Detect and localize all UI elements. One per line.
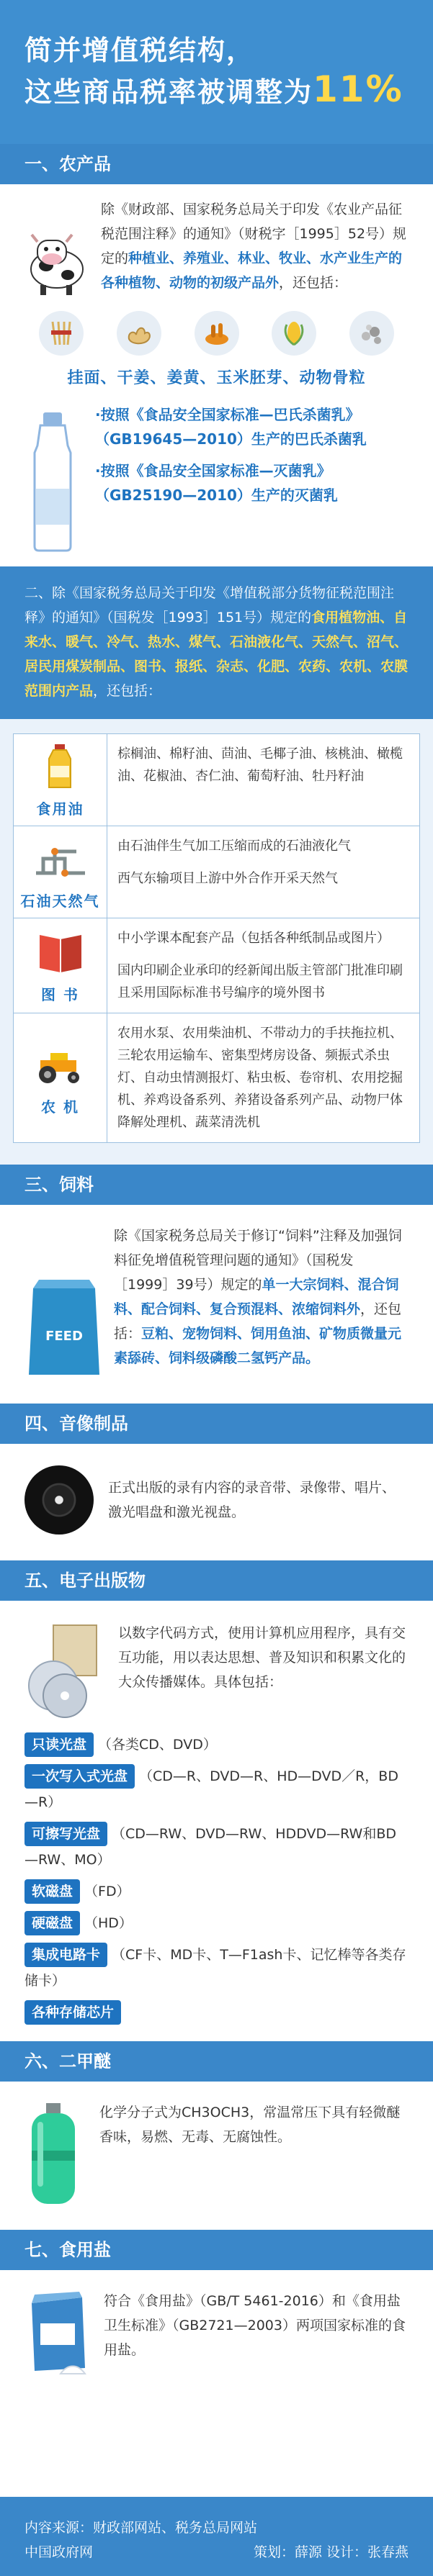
section-4-title: 四、音像制品 xyxy=(0,1404,433,1444)
media-tag: 一次写入式光盘 xyxy=(24,1764,135,1789)
section-2-title xyxy=(0,566,433,719)
page-header xyxy=(0,0,433,144)
category-label: 图 书 xyxy=(41,986,79,1003)
footer-site: 中国政府网 xyxy=(24,2544,94,2560)
section-1-title: 一、农产品 xyxy=(0,144,433,184)
section-3-text xyxy=(114,1224,409,1382)
vinyl-record-icon xyxy=(24,1465,94,1535)
section-1-intro xyxy=(24,197,409,298)
s1-intro-a: 除《财政部、国家税务总局关于印发《农业产品征税范围注释》的通知》（财税字［1995］52号）规定的 xyxy=(101,202,407,266)
headline-line-2 xyxy=(24,69,409,112)
media-tag: 软磁盘 xyxy=(24,1879,80,1904)
milk-bottle-icon xyxy=(24,410,81,553)
sterilized-milk-item: ·按照《食品安全国家标准—灭菌乳》（GB25190—2010）生产的灭菌乳 xyxy=(95,462,338,504)
section-3-body xyxy=(0,1205,433,1404)
section-6-body xyxy=(0,2082,433,2230)
salt-package-icon xyxy=(24,2289,89,2375)
footer-credits: 策划：薛源 设计：张春燕 xyxy=(253,2544,409,2560)
media-desc: （HD） xyxy=(84,1915,133,1931)
s3-text-a: 除《国家税务总局关于修订“饲料”注释及加强饲料征免增值税管理问题的通知》（国税发［1999］39号）规定的 xyxy=(114,1228,402,1293)
category-row-farm-machinery xyxy=(13,1013,420,1143)
media-tag: 各种存储芯片 xyxy=(24,2000,121,2025)
headline-percent: 11% xyxy=(313,68,403,110)
s2-title-a: 二、除《国家税务总局关于印发《增值税部分货物征税范围注释》的通知》（国税发［1993］151号）规定的 xyxy=(24,585,395,625)
feed-bag-icon xyxy=(24,1274,104,1382)
cd-box-icon xyxy=(24,1621,104,1722)
page-footer xyxy=(0,2497,433,2576)
section-6-title: 六、二甲醚 xyxy=(0,2041,433,2082)
product-icons xyxy=(24,311,409,356)
category-detail: 中小学课本配套产品（包括各种纸制品或图片） xyxy=(117,931,390,946)
noodle-icon xyxy=(39,311,84,356)
media-item xyxy=(0,1879,433,1904)
media-desc: （各类CD、DVD） xyxy=(98,1737,217,1753)
turmeric-icon xyxy=(195,311,239,356)
category-detail: 国内印刷企业承印的经新闻出版主管部门批准印刷且采用国际标准书号编序的境外图书 xyxy=(117,963,403,1000)
section-5-intro: 以数字代码方式，使用计算机应用程序，具有交互功能，用以表达思想、普及知识和积累文化的大众传播媒体。具体包括： xyxy=(118,1625,406,1690)
section-3-title: 三、饲料 xyxy=(0,1165,433,1205)
section-5-title: 五、电子出版物 xyxy=(0,1560,433,1601)
media-tag: 集成电路卡 xyxy=(24,1943,107,1967)
section-4-text: 正式出版的录有内容的录音带、录像带、唱片、激光唱盘和激光视盘。 xyxy=(108,1480,396,1520)
media-item xyxy=(0,1910,433,1936)
section-5-body xyxy=(0,1601,433,2025)
oil-bottle-icon xyxy=(32,741,89,792)
media-item xyxy=(0,1821,433,1873)
media-item xyxy=(0,1763,433,1815)
s1-intro-highlight: 种植业、养殖业、林业、牧业、水产业生产的各种植物、动物的初级产品外 xyxy=(101,250,403,291)
section-7-body xyxy=(0,2270,433,2397)
gas-cylinder-icon xyxy=(24,2100,82,2208)
bone-granule-icon xyxy=(349,311,394,356)
category-detail: 由石油伴生气加工压缩而成的石油液化气 xyxy=(117,839,351,854)
media-desc: （FD） xyxy=(84,1884,130,1899)
feed-bag-label: FEED xyxy=(45,1329,83,1344)
category-label: 食用油 xyxy=(36,800,84,818)
pasteurized-milk-item: ·按照《食品安全国家标准—巴氏杀菌乳》（GB19645—2010）生产的巴氏杀菌乳 xyxy=(95,406,367,448)
section-6-text: 化学分子式为CH3OCH3，常温常压下具有轻微醚香味，易燃、无毒、无腐蚀性。 xyxy=(99,2105,401,2145)
media-item xyxy=(0,1999,433,2025)
category-row-petroleum-gas xyxy=(13,826,420,918)
s3-text-c: ，还包括： xyxy=(114,1301,402,1342)
media-desc: （CD—RW、DVD—RW、HDDVD—RW和BD—RW、MO） xyxy=(24,1826,396,1868)
category-detail: 西气东输项目上游中外合作开采天然气 xyxy=(117,871,338,886)
s3-highlight-1: 单一大宗饲料、混合饲料、配合饲料、复合预混料、浓缩饲料外 xyxy=(114,1277,399,1317)
category-detail: 农用水泵、农用柴油机、不带动力的手扶拖拉机、三轮农用运输车、密集型烤房设备、频振式杀虫灯、自动虫情测报灯、粘虫板、卷帘机、农用挖掘机、养鸡设备系列、养猪设备系列产品、动物尸体降解处理机、蔬菜清洗机 xyxy=(117,1026,403,1130)
media-item xyxy=(0,1942,433,1994)
category-row-edible-oil xyxy=(13,733,420,826)
product-labels: 挂面、干姜、姜黄、玉米胚芽、动物骨粒 xyxy=(67,369,366,387)
headline-line-1: 简并增值税结构， xyxy=(24,35,256,66)
s3-highlight-2: 豆粕、宠物饲料、饲用鱼油、矿物质微量元素舔砖、饲料级磷酸二氢钙产品。 xyxy=(114,1326,402,1366)
section-2-grid xyxy=(0,719,433,1165)
media-tag: 只读光盘 xyxy=(24,1732,94,1757)
section-4-body xyxy=(0,1444,433,1560)
s1-intro-c: ，还包括： xyxy=(279,275,348,291)
category-detail: 棕榈油、棉籽油、茴油、毛椰子油、核桃油、橄榄油、花椒油、杏仁油、葡萄籽油、牡丹籽油 xyxy=(117,746,403,784)
ginger-icon xyxy=(117,311,161,356)
cow-icon xyxy=(24,226,89,298)
category-row-books xyxy=(13,918,420,1013)
category-label: 石油天然气 xyxy=(20,892,100,910)
s2-title-highlight: 食用植物油、自来水、暖气、冷气、热水、煤气、石油液化气、天然气、沼气、居民用煤炭制品、图书、报纸、杂志、化肥、农药、农机、农膜范围内产品 xyxy=(24,610,409,699)
section-1-intro-text xyxy=(101,197,409,298)
section-7-text: 符合《食用盐》（GB/T 5461-2016）和《食用盐卫生标准》（GB2721—2003）两项国家标准的食用盐。 xyxy=(104,2293,406,2358)
milk-row xyxy=(24,402,409,553)
milk-bullets xyxy=(95,402,409,553)
media-tag: 硬磁盘 xyxy=(24,1911,80,1935)
s2-title-c: ，还包括： xyxy=(93,683,162,699)
tractor-icon xyxy=(32,1039,89,1090)
section-1-body xyxy=(0,184,433,566)
media-desc: （CF卡、MD卡、T—F1ash卡、记忆棒等各类存储卡） xyxy=(24,1947,406,1989)
section-7-title: 七、食用盐 xyxy=(0,2230,433,2270)
media-desc: （CD—R、DVD—R、HD—DVD／R，BD—R） xyxy=(24,1768,398,1810)
headline-text: 这些商品税率被调整为 xyxy=(24,76,313,108)
gas-pipeline-icon xyxy=(32,833,89,884)
book-icon xyxy=(32,927,89,977)
footer-source: 内容来源：财政部网站、税务总局网站 xyxy=(24,2520,258,2536)
media-tag: 可擦写光盘 xyxy=(24,1822,107,1846)
corn-germ-icon xyxy=(272,311,316,356)
media-item xyxy=(0,1732,433,1758)
category-label: 农 机 xyxy=(41,1098,79,1116)
